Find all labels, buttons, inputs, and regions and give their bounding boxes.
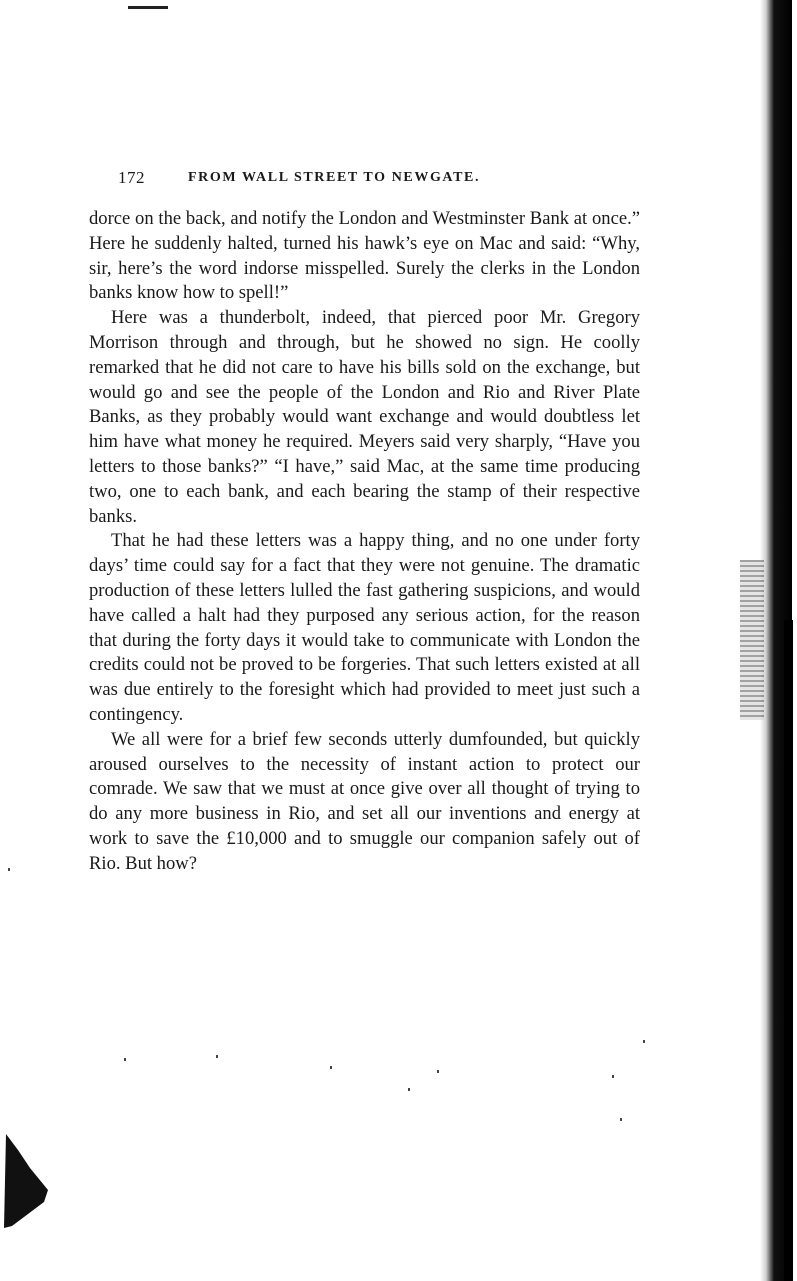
speck bbox=[216, 1055, 218, 1058]
speck bbox=[620, 1118, 622, 1121]
corner-blot bbox=[0, 1130, 60, 1230]
paragraph-4: We all were for a brief few seconds utterly dumfounded, but quickly aroused ourselves to the necessity of instant action to protect our comrade. We saw that we must at once give over all thought of trying to do any more business in Rio, and set all our inventions and energy at work to save the £10,000 and to smuggle our companion safely out of Rio. But how? bbox=[89, 728, 640, 874]
paragraph-1: dorce on the back, and notify the London and Westminster Bank at once.” Here he suddenly halted, turned his hawk’s eye on Mac and said: “Why, sir, here’s the word indorse misspelled. Surely the clerks in the London banks know how to spell!” bbox=[89, 208, 640, 304]
paragraph-2: Here was a thunderbolt, indeed, that pierced poor Mr. Gregory Morrison through and through, but he showed no sign. He coolly remarked that he did not care to have his bills sold on the exchange, but would go and see the people of the London and Rio and River Plate Banks, as they probably would want exchange and would doubtless let him have what money he required. Meyers said very sharply, “Have you letters to those banks?” “I have,” said Mac, at the same time producing two, one to each bank, and each bearing the stamp of their respective banks. bbox=[89, 307, 640, 527]
body-text bbox=[89, 207, 640, 877]
scan-mark bbox=[128, 6, 168, 9]
speck bbox=[8, 868, 10, 871]
speck bbox=[408, 1088, 410, 1091]
page-number: 172 bbox=[118, 168, 145, 187]
speck bbox=[124, 1058, 126, 1061]
speck bbox=[643, 1040, 645, 1043]
speck bbox=[437, 1070, 439, 1073]
page-header bbox=[118, 168, 663, 190]
binding-noise bbox=[740, 560, 764, 720]
speck bbox=[330, 1066, 332, 1069]
paragraph-3: That he had these letters was a happy thing, and no one under forty days’ time could say for a fact that they were not genuine. The dramatic production of these letters lulled the fast gathering suspicions, and would have called a halt had they purposed any serious action, for the reason that during the forty days it would take to communicate with London the credits could not be proved to be forgeries. That such letters existed at all was due entirely to the foresight which had provided to meet just such a contingency. bbox=[89, 530, 640, 725]
binding-edge bbox=[784, 620, 793, 1281]
running-head: FROM WALL STREET TO NEWGATE. bbox=[188, 170, 481, 185]
speck bbox=[612, 1075, 614, 1078]
